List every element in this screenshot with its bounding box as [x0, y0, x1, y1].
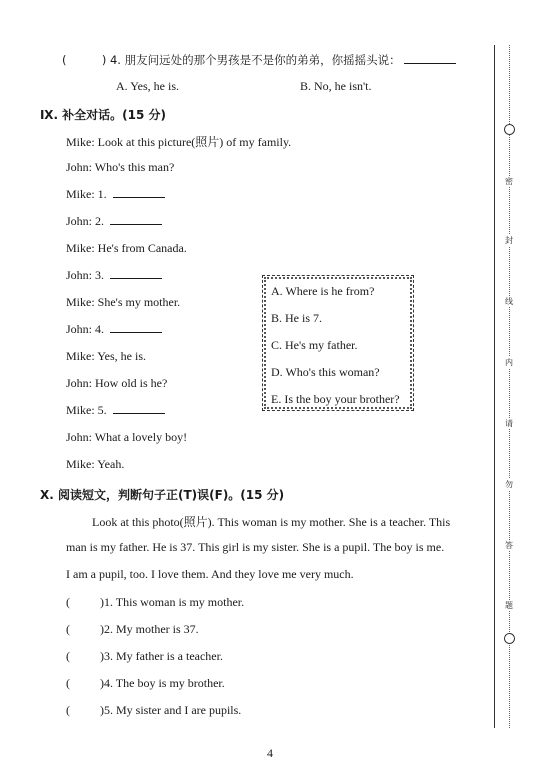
- q4-row: [62, 52, 456, 68]
- binding-char: 密: [505, 177, 513, 186]
- judge-item: [66, 595, 244, 610]
- answer-paren-close: ): [100, 676, 104, 690]
- answer-line[interactable]: [113, 187, 165, 198]
- answer-line[interactable]: [110, 322, 162, 333]
- answer-paren-close: ): [100, 703, 104, 717]
- binding-char: 线: [505, 297, 513, 306]
- answer-line[interactable]: [404, 53, 456, 64]
- judge-text: 2. My mother is 37.: [104, 622, 199, 636]
- answer-paren[interactable]: (: [66, 649, 70, 663]
- answer-line[interactable]: [110, 214, 162, 225]
- question-text: 朋友问远处的那个男孩是不是你的弟弟，你摇摇头说：: [124, 53, 401, 67]
- option-item: C. He's my father.: [271, 338, 358, 352]
- passage-line: I am a pupil, too. I love them. And they love me very much.: [66, 567, 354, 581]
- passage-line: Look at this photo(照片). This woman is my mother. She is a teacher. This: [92, 515, 451, 529]
- options-box: [262, 275, 414, 411]
- judge-item: [66, 703, 241, 718]
- option-item: B. He is 7.: [271, 311, 322, 325]
- page-number: 4: [267, 746, 273, 760]
- binding-char: 内: [505, 358, 513, 367]
- q4-option-b: B. No, he isn't.: [300, 79, 372, 93]
- binding-line: [494, 45, 495, 728]
- judge-item: [66, 649, 223, 664]
- dialog-line: Mike: Yeah.: [66, 457, 125, 471]
- answer-paren-close: ): [100, 649, 104, 663]
- dialog-line: Mike: Look at this picture(照片) of my family.: [66, 135, 292, 149]
- dialog-line: [66, 214, 162, 229]
- answer-line[interactable]: [110, 268, 162, 279]
- judge-text: 1. This woman is my mother.: [104, 595, 245, 609]
- option-item: A. Where is he from?: [271, 284, 375, 298]
- dialog-line: John: Who's this man?: [66, 160, 175, 174]
- binding-char: 题: [505, 601, 513, 610]
- q4-option-a: A. Yes, he is.: [116, 79, 180, 93]
- binding-char: 封: [505, 236, 513, 245]
- answer-paren-close: ): [100, 622, 104, 636]
- option-item: D. Who's this woman?: [271, 365, 380, 379]
- dialog-text: Mike: 1.: [66, 187, 107, 201]
- dialog-line: [66, 322, 162, 337]
- dialog-line: John: How old is he?: [66, 376, 168, 390]
- dialog-text: Mike: 5.: [66, 403, 107, 417]
- judge-text: 5. My sister and I are pupils.: [104, 703, 242, 717]
- dialog-line: Mike: Yes, he is.: [66, 349, 147, 363]
- dialog-text: John: 4.: [66, 322, 105, 336]
- section9-heading: Ⅸ. 补全对话。(15 分): [40, 108, 167, 122]
- answer-paren-close: ): [101, 53, 107, 67]
- option-item: E. Is the boy your brother?: [271, 392, 400, 406]
- dialog-line: [66, 268, 162, 283]
- dialog-line: Mike: He's from Canada.: [66, 241, 187, 255]
- binding-char: 答: [505, 541, 513, 550]
- answer-paren-close: ): [100, 595, 104, 609]
- answer-paren[interactable]: (: [66, 676, 70, 690]
- dialog-line: Mike: She's my mother.: [66, 295, 181, 309]
- judge-text: 3. My father is a teacher.: [104, 649, 223, 663]
- answer-paren[interactable]: (: [66, 595, 70, 609]
- dialog-text: John: 3.: [66, 268, 105, 282]
- binding-char: 请: [505, 419, 513, 428]
- binding-hole-top: [504, 124, 515, 135]
- answer-line[interactable]: [113, 403, 165, 414]
- answer-paren-open: (: [62, 53, 67, 67]
- dialog-line: [66, 403, 165, 418]
- dialog-line: [66, 187, 165, 202]
- binding-dotted-line: [509, 45, 510, 728]
- judge-item: [66, 676, 225, 691]
- judge-text: 4. The boy is my brother.: [104, 676, 225, 690]
- passage-line: man is my father. He is 37. This girl is my sister. She is a pupil. The boy is me.: [66, 540, 445, 554]
- section10-heading: Ⅹ. 阅读短文，判断句子正(T)误(F)。(15 分): [40, 488, 285, 502]
- dialog-text: John: 2.: [66, 214, 105, 228]
- judge-item: [66, 622, 199, 637]
- binding-char: 勿: [505, 480, 513, 489]
- binding-hole-bottom: [504, 633, 515, 644]
- answer-paren[interactable]: (: [66, 703, 70, 717]
- answer-paren[interactable]: (: [66, 622, 70, 636]
- dialog-line: John: What a lovely boy!: [66, 430, 188, 444]
- question-number: 4.: [109, 53, 121, 67]
